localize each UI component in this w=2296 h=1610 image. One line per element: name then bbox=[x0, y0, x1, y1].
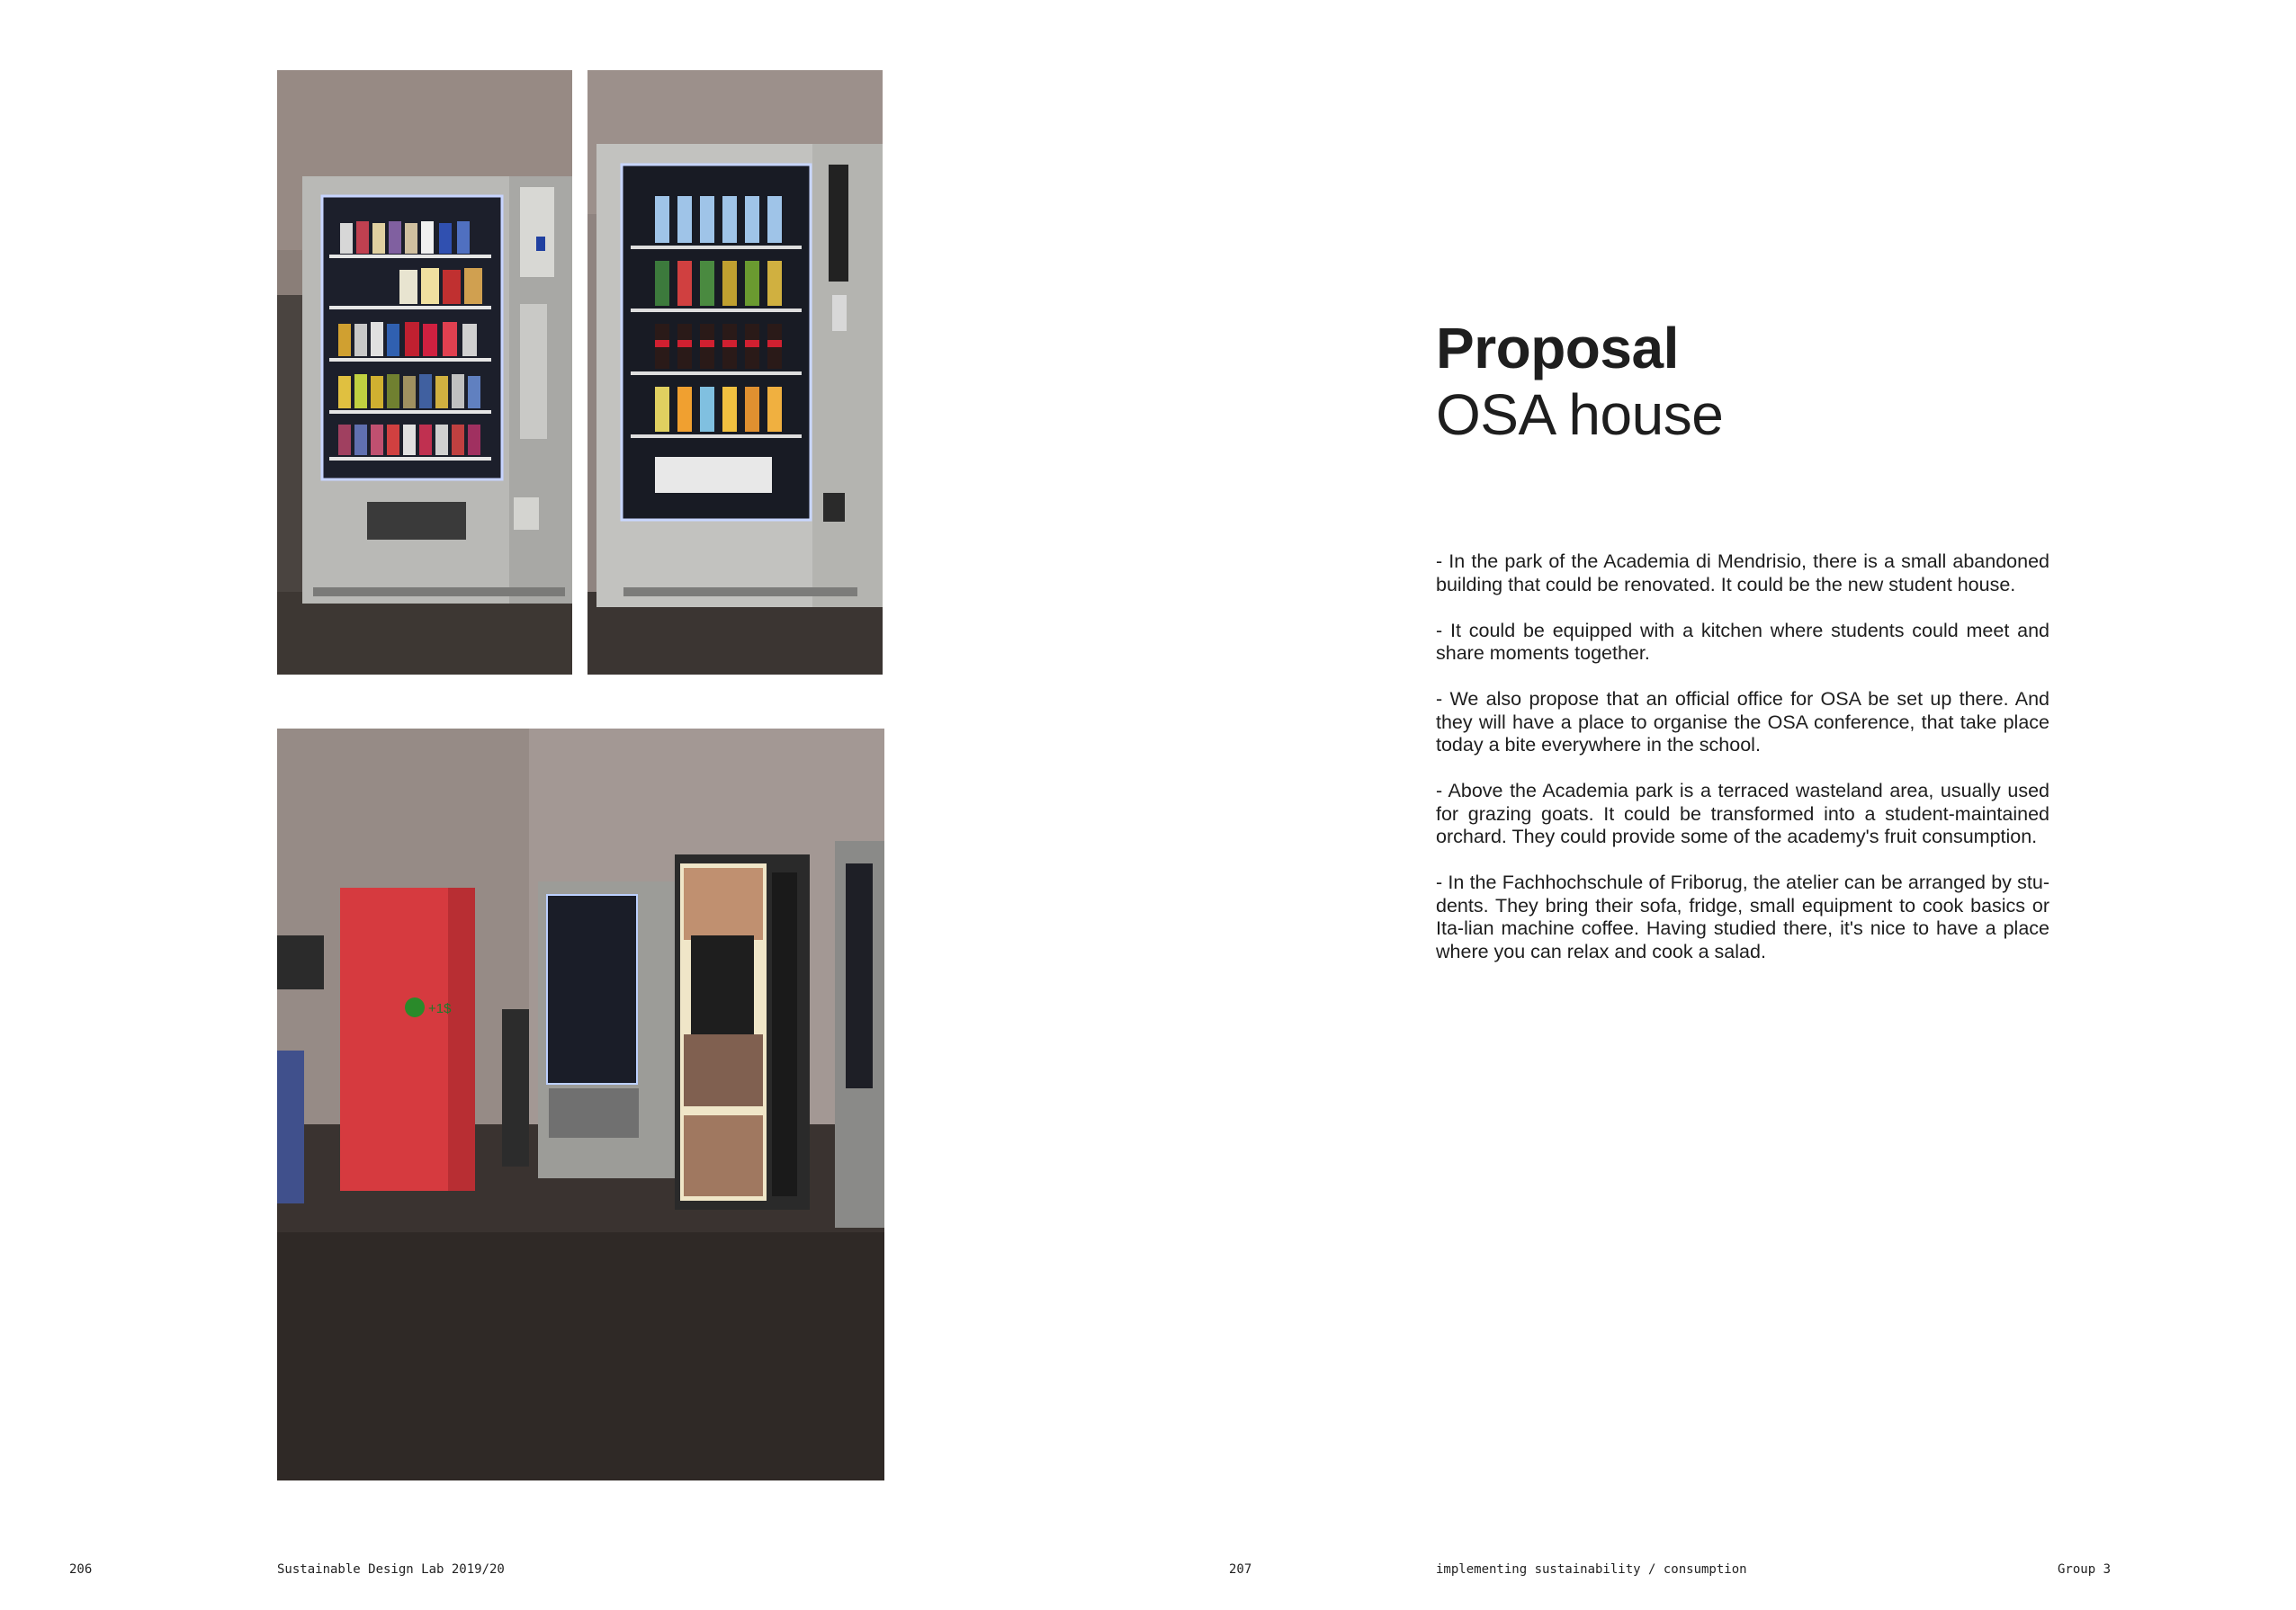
paragraph-4: - Above the Academia park is a terraced wasteland area, usually used for grazing goats. It could be transformed into a student-maintained orchard. They could provide some of the academy's fruit consumption. bbox=[1436, 780, 2049, 847]
left-page-number: 206 bbox=[69, 1562, 93, 1577]
page-subtitle: OSA house bbox=[1436, 382, 1724, 447]
paragraph-1: - In the park of the Academia di Mendrisio, there is a small abandoned building that could be renovated. It could be the new student house. bbox=[1436, 550, 2049, 595]
group-label: Group 3 bbox=[2058, 1562, 2112, 1577]
paragraph-5: - In the Fachhochschule of Friborug, the atelier can be arranged by stu-dents. They bring their sofa, fridge, small equipment to cook basics or Ita-lian machine coffee. Having studied there, it's nice to have a place where you can relax and cook a salad. bbox=[1436, 872, 2049, 962]
snack-vending-machine-photo bbox=[277, 70, 572, 675]
proposal-text bbox=[1436, 550, 2049, 987]
red-box-label: +1$ bbox=[428, 1001, 452, 1016]
vending-room-photo bbox=[277, 729, 884, 1480]
left-running-title: Sustainable Design Lab 2019/20 bbox=[277, 1562, 505, 1577]
drinks-vending-machine-photo bbox=[587, 70, 883, 675]
paragraph-2: - It could be equipped with a kitchen where students could meet and share moments together. bbox=[1436, 619, 2049, 664]
page-title: Proposal bbox=[1436, 316, 1679, 380]
heading-block bbox=[1436, 315, 1723, 448]
right-page-number: 207 bbox=[1229, 1562, 1252, 1577]
paragraph-3: - We also propose that an official office for OSA be set up there. And they will have a place to organise the OSA conference, that take place today a bite everywhere in the school. bbox=[1436, 688, 2049, 756]
right-running-title: implementing sustainability / consumption bbox=[1436, 1562, 1747, 1577]
